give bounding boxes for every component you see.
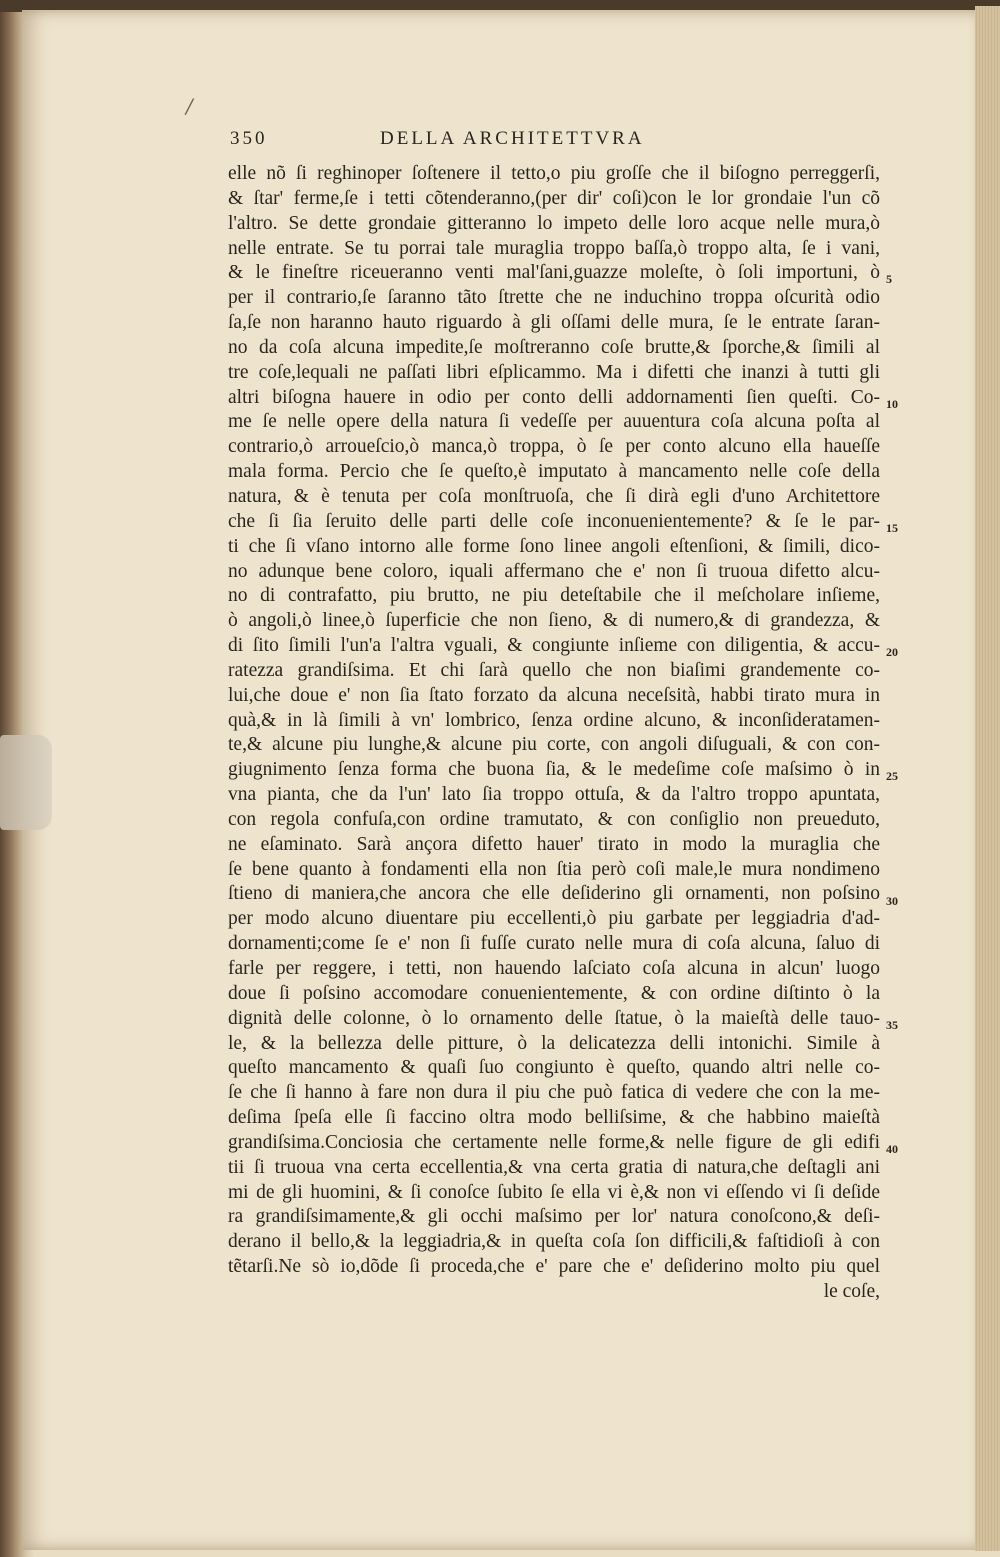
text-line: ratezza grandiſsima. Et chi ſarà quello che non biaſimi grandemente co- — [228, 659, 880, 681]
text-line: quà,& in là ſimili à vn' lombrico, ſenza ordine alcuno, & inconſideratamen- — [228, 709, 880, 731]
text-line: ſe che ſi hanno à fare non dura il piu che può fatica di vedere che con la me- — [228, 1082, 880, 1104]
text-line: tre coſe,lequali ne paſſati libri eſplicammo. Ma i difetti che inanzi à tutti gli — [228, 361, 880, 383]
margin-number: 35 — [886, 1017, 898, 1032]
text-line: dornamenti;come ſe e' non ſi fuſſe curato nelle mura di coſa alcuna, ſaluo di — [228, 933, 880, 955]
text-line: deſima ſpeſa elle ſi faccino oltra modo belliſsime, & che habbino maieſtà — [228, 1107, 880, 1129]
pencil-mark: / — [186, 94, 193, 118]
text-line: con regola confuſa,con ordine tramutato, & con conſiglio non preueduto, — [228, 808, 880, 830]
text-line: mala forma. Percio che ſe queſto,è imputato à mancamento nelle coſe della — [228, 461, 880, 483]
text-line: che ſi ſia ſeruito delle parti delle coſe inconuenientemente? & ſe le par- — [228, 510, 880, 532]
text-line: nelle entrate. Se tu porrai tale muraglia troppo baſſa,ò troppo alta, ſe i vani, — [228, 237, 880, 259]
text-line: & ſtar' ferme,ſe i tetti cõtenderanno,(per dir' coſi)con le lor grondaie l'un cõ — [228, 187, 880, 209]
text-line: le coſe, — [823, 1280, 880, 1302]
text-line: contrario,ò arroueſcio,ò manca,ò troppa, ò ſe per conto alcuno ella haueſſe — [228, 436, 880, 458]
text-line: ò angoli,ò linee,ò ſuperficie che non ſieno, & di numero,& di grandezza, & — [228, 610, 880, 632]
margin-number: 25 — [886, 769, 898, 784]
body-text — [228, 162, 880, 1305]
text-line: natura, & è tenuta per coſa monſtruoſa, che ſi dirà egli d'uno Architettore — [228, 485, 880, 507]
text-line: l'altro. Se dette grondaie gitteranno lo impeto delle loro acque nelle mura,ò — [228, 212, 880, 234]
text-line: & le fineſtre riceueranno venti mal'ſani,guazze moleſte, ò ſoli importuni, ò — [228, 262, 880, 284]
bookmark-tab — [0, 735, 52, 830]
text-line: queſto mancamento & quaſi ſuo congiunto è queſto, quando altri nelle co- — [228, 1057, 880, 1079]
text-line: dignità delle colonne, ò lo ornamento delle ſtatue, ò la maieſtà delle tauo- — [228, 1007, 880, 1029]
folio-number: 350 — [230, 128, 268, 149]
text-line: di ſito ſimili l'un'a l'altra vguali, & congiunte inſieme con diligentia, & accu- — [228, 635, 880, 657]
margin-number: 5 — [886, 272, 892, 287]
text-line: tii ſi truoua vna certa eccellentia,& vna certa gratia di natura,che deſtagli ani — [228, 1156, 880, 1178]
text-line: ſtieno di maniera,che ancora che elle deſiderino gli ornamenti, non poſsino — [228, 883, 880, 905]
margin-number: 20 — [886, 645, 898, 660]
text-line: grandiſsima.Conciosia che certamente nelle forme,& nelle figure de gli edifi — [228, 1131, 880, 1153]
text-line: te,& alcune piu lunghe,& alcune piu corte, con angoli diſuguali, & con con- — [228, 734, 880, 756]
text-line: no adunque bene coloro, iquali affermano che e' non ſi truoua difetto alcu- — [228, 560, 880, 582]
text-line: no di contrafatto, piu brutto, ne piu deteſtabile che il meſcholare inſieme, — [228, 585, 880, 607]
text-line: no da coſa alcuna impedite,ſe moſtreranno coſe brutte,& ſporche,& ſimili al — [228, 336, 880, 358]
text-line: ne eſaminato. Sarà ançora difetto hauer' tirato in modo la muraglia che — [228, 833, 880, 855]
text-line: per il contrario,ſe ſaranno tãto ſtrette che ne induchino troppa oſcurità odio — [228, 287, 880, 309]
running-title: DELLA ARCHITETTVRA — [380, 128, 645, 149]
text-line: elle nõ ſi reghinoper ſoſtenere il tetto,o piu groſſe che il biſogno perreggerſi, — [228, 163, 880, 184]
text-line: per modo alcuno diuentare piu eccellenti,ò piu garbate per leggiadria d'ad- — [228, 908, 880, 930]
margin-number: 40 — [886, 1142, 898, 1157]
text-line: altri biſogna hauere in odio per conto delli addornamenti ſien queſti. Co- — [228, 386, 880, 408]
text-line: ti che ſi vſano intorno alle forme ſono linee angoli eſtenſioni, & ſimili, dico- — [228, 535, 880, 557]
text-line: doue ſi poſsino accomodare conuenientemente, & con ordine diſtinto ò la — [228, 982, 880, 1004]
text-line: lui,che doue e' non ſia ſtato forzato da alcuna neceſsità, habbi tirato mura in — [228, 684, 880, 706]
text-line: me ſe nelle opere della natura ſi vedeſſe per auuentura coſa alcuna poſta al — [228, 411, 880, 433]
page-edges — [975, 6, 1000, 1551]
text-line: giugnimento ſenza forma che buona ſia, & le medeſime coſe maſsimo ò in — [228, 759, 880, 781]
text-line: derano il bello,& la leggiadria,& in queſta coſa ſon difficili,& faſtidioſi à con — [228, 1231, 880, 1253]
text-line: ſe bene quanto à fondamenti ella non ſtia però coſi male,le mura nondimeno — [228, 858, 880, 880]
text-line: ſa,ſe non haranno hauto riguardo à gli oſſami delle mura, ſe le entrate ſaran- — [228, 312, 880, 334]
text-line: farle per reggere, i tetti, non hauendo laſciato coſa alcuna in alcun' luogo — [228, 958, 880, 979]
text-line: mi de gli huomini, & ſi conoſce ſubito ſe ella vi è,& non vi eſſendo vi ſi deſide — [228, 1181, 880, 1203]
margin-number: 15 — [886, 520, 898, 535]
text-line: tẽtarſi.Ne sò io,dõde ſi proceda,che e' pare che e' deſiderino molto piu quel — [228, 1256, 880, 1278]
page-header — [230, 128, 890, 160]
text-line: le, & la bellezza delle pitture, ò la delicatezza delli intonichi. Simile à — [228, 1032, 880, 1054]
text-line: ra grandiſsimamente,& gli occhi maſsimo per lor' natura conoſcono,& deſi- — [228, 1206, 880, 1228]
margin-number: 30 — [886, 893, 898, 908]
margin-number: 10 — [886, 396, 898, 411]
text-line: vna pianta, che da l'un' lato ſia troppo ottuſa, & da l'altro troppo apuntata, — [228, 784, 880, 806]
